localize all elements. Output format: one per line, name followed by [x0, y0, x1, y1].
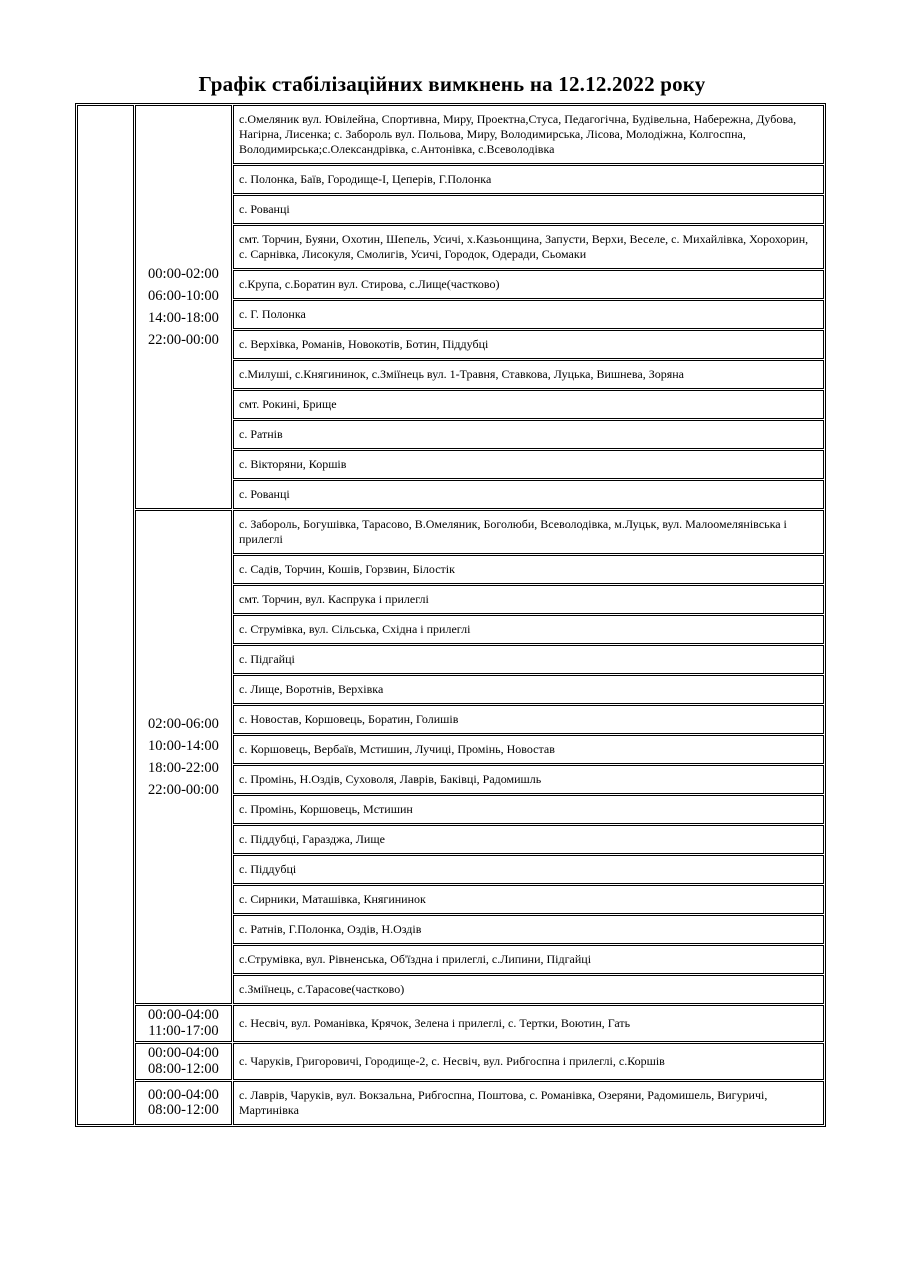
- time-range: 00:00-02:00: [148, 266, 219, 282]
- locations-cell: с. Піддубці: [233, 855, 824, 884]
- time-slot-cell: [135, 510, 232, 1004]
- time-range: 10:00-14:00: [148, 738, 219, 754]
- table-row: [77, 1043, 824, 1080]
- locations-cell: с. Забороль, Богушівка, Тарасово, В.Омеляник, Боголюби, Всеволодівка, м.Луцьк, вул. Малоомелянівська і прилеглі: [233, 510, 824, 554]
- locations-cell: с. Полонка, Баїв, Городище-І, Цеперів, Г.Полонка: [233, 165, 824, 194]
- locations-cell: с. Струмівка, вул. Сільська, Східна і прилеглі: [233, 615, 824, 644]
- locations-cell: с. Верхівка, Романів, Новокотів, Ботин, Піддубці: [233, 330, 824, 359]
- locations-cell: с.Крупа, с.Боратин вул. Стирова, с.Лище(частково): [233, 270, 824, 299]
- time-range: 22:00-00:00: [148, 332, 219, 348]
- locations-cell: с. Лище, Воротнів, Верхівка: [233, 675, 824, 704]
- locations-cell: с. Несвіч, вул. Романівка, Крячок, Зелена і прилеглі, с. Тертки, Воютин, Гать: [233, 1005, 824, 1042]
- time-range: 00:00-04:00: [148, 1045, 219, 1061]
- time-range: 08:00-12:00: [148, 1102, 219, 1118]
- locations-cell: с. Підгайці: [233, 645, 824, 674]
- outage-schedule-table: [75, 103, 826, 1127]
- locations-cell: с.Милуші, с.Княгининок, с.Зміїнець вул. 1-Травня, Ставкова, Луцька, Вишнева, Зоряна: [233, 360, 824, 389]
- time-slot-cell: [135, 1043, 232, 1080]
- table-row: [77, 510, 824, 554]
- time-range: 00:00-04:00: [148, 1086, 219, 1103]
- left-empty-column: [77, 105, 134, 1125]
- locations-cell: смт. Торчин, вул. Каспрука і прилеглі: [233, 585, 824, 614]
- locations-cell: с. Садів, Торчин, Кошів, Горзвин, Білостік: [233, 555, 824, 584]
- locations-cell: с. Новостав, Коршовець, Боратин, Голишів: [233, 705, 824, 734]
- locations-cell: с. Сирники, Маташівка, Княгининок: [233, 885, 824, 914]
- locations-cell: с. Ратнів: [233, 420, 824, 449]
- locations-cell: с. Промінь, Н.Оздів, Суховоля, Лаврів, Баківці, Радомишль: [233, 765, 824, 794]
- locations-cell: с.Струмівка, вул. Рівненська, Об'їздна і прилеглі, с.Липини, Підгайці: [233, 945, 824, 974]
- table-row: [77, 105, 824, 164]
- locations-cell: с. Вікторяни, Коршів: [233, 450, 824, 479]
- locations-cell: смт. Торчин, Буяни, Охотин, Шепель, Усичі, х.Казьонщина, Запусти, Верхи, Веселе, с. Михайлівка, Хорохорин, с. Сарнівка, Лисокуля, Смолигів, Усичі, Городок, Одеради, Сьомаки: [233, 225, 824, 269]
- time-range: 06:00-10:00: [148, 288, 219, 304]
- time-range: 11:00-17:00: [148, 1022, 219, 1039]
- time-slot-cell: [135, 1005, 232, 1042]
- locations-cell: с. Коршовець, Вербаїв, Мстишин, Лучиці, Промінь, Новостав: [233, 735, 824, 764]
- locations-cell: с. Лаврів, Чаруків, вул. Вокзальна, Рибгоспна, Поштова, с. Романівка, Озеряни, Радомишель, Вигуричі, Мартинівка: [233, 1081, 824, 1125]
- time-range: 18:00-22:00: [148, 760, 219, 776]
- schedule-table-body: [77, 105, 824, 1125]
- locations-cell: с. Ратнів, Г.Полонка, Оздів, Н.Оздів: [233, 915, 824, 944]
- time-range: 14:00-18:00: [148, 310, 219, 326]
- time-range: 02:00-06:00: [148, 716, 219, 732]
- time-slot-cell: [135, 1081, 232, 1125]
- time-slot-cell: [135, 105, 232, 509]
- locations-cell: с. Чаруків, Григоровичі, Городище-2, с. Несвіч, вул. Рибгоспна і прилеглі, с.Коршів: [233, 1043, 824, 1080]
- locations-cell: с. Г. Полонка: [233, 300, 824, 329]
- locations-cell: с. Рованці: [233, 195, 824, 224]
- locations-cell: с. Рованці: [233, 480, 824, 509]
- table-row: [77, 1081, 824, 1125]
- locations-cell: с. Промінь, Коршовець, Мстишин: [233, 795, 824, 824]
- locations-cell: с.Зміїнець, с.Тарасове(частково): [233, 975, 824, 1004]
- locations-cell: с. Піддубці, Гаразджа, Лище: [233, 825, 824, 854]
- time-range: 00:00-04:00: [148, 1007, 219, 1023]
- locations-cell: с.Омеляник вул. Ювілейна, Спортивна, Миру, Проектна,Стуса, Педагогічна, Будівельна, Набережна, Дубова, Нагірна, Лисенка; с. Забороль вул. Польова, Миру, Володимирська, Лісова, Молодіжна, Колгоспна, Володимирська;с.Олександрівка, с.Антонівка, с.Всеволодівка: [233, 105, 824, 164]
- locations-cell: смт. Рокині, Брище: [233, 390, 824, 419]
- table-row: [77, 1005, 824, 1042]
- time-range: 22:00-00:00: [148, 782, 219, 798]
- page-title: Графік стабілізаційних вимкнень на 12.12.2022 року: [198, 72, 706, 96]
- time-range: 08:00-12:00: [148, 1060, 219, 1077]
